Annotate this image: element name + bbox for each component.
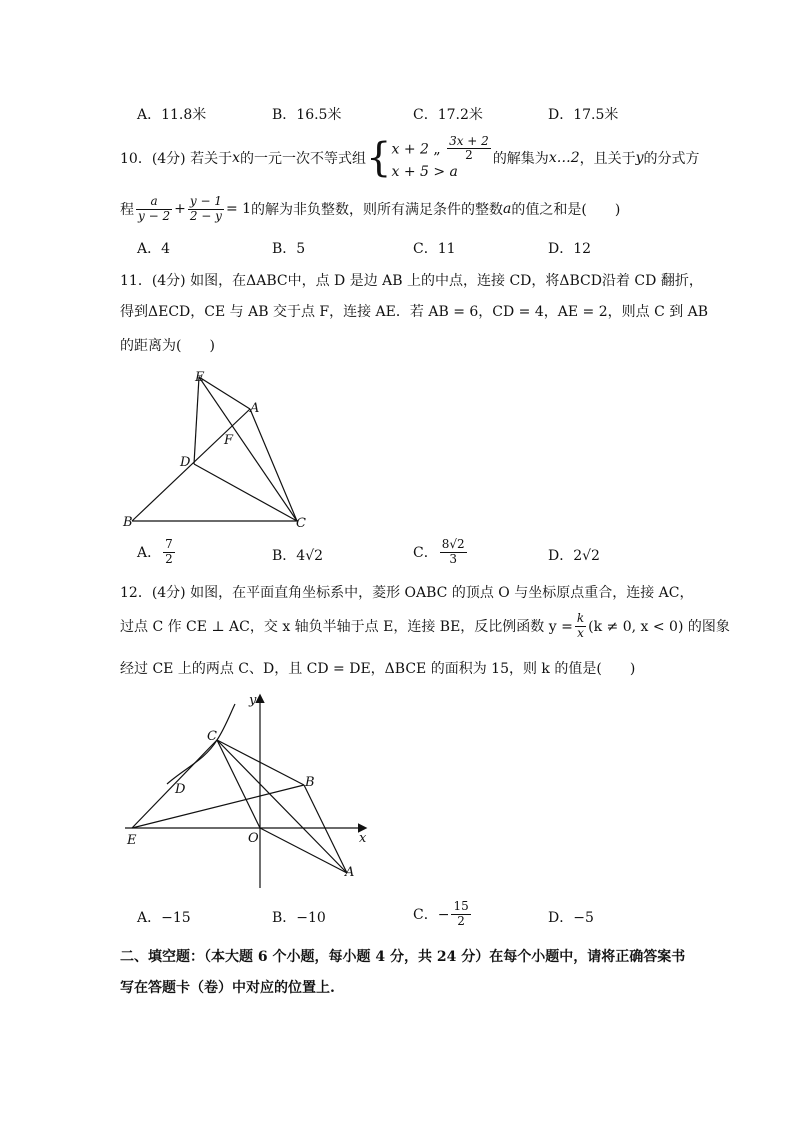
q10-system — [391, 135, 492, 182]
q11-option-b: B．4√2 — [272, 548, 324, 564]
q12-option-c-frac — [451, 900, 470, 929]
q10-suffix1: 的分式方 — [643, 151, 700, 167]
q10-frac2-num: y − 1 — [189, 193, 222, 208]
q10-prefix: 10．(4分) 若关于 — [120, 151, 233, 167]
section2-heading-line1: 二、填空题：（本大题 6 个小题，每小题 4 分，共 24 分）在每个小题中，请将正确答案书 — [120, 949, 686, 965]
q10-option-c: C．11 — [413, 241, 456, 257]
q10-mid1: 的一元一次不等式组 — [240, 151, 367, 167]
q10-ineq1-num: 3x + 2 — [449, 133, 489, 148]
q10-mid3: ，且关于 — [579, 151, 636, 167]
q11-seg-ba — [132, 409, 250, 521]
q10-eq: = 1 — [225, 201, 252, 217]
q11-line1: 11．(4分) 如图，在ΔABC中，点 D 是边 AB 上的中点，连接 CD，将ΔBCD沿着 CD 翻折， — [120, 273, 703, 289]
q11-label-b: B — [123, 515, 133, 530]
q12-k-frac — [575, 612, 586, 641]
q10-frac1 — [136, 195, 172, 224]
q10-ineq1-rel: „ — [433, 140, 441, 157]
q12-option-c-num: 15 — [453, 899, 469, 913]
q10-var-x: x — [232, 150, 241, 166]
q11-option-a — [137, 538, 177, 567]
q10-solution: x…2 — [548, 150, 580, 166]
q12-option-c-label: C．− — [413, 907, 450, 924]
q12-seg-oc — [217, 740, 260, 828]
q11-option-a-label: A． — [137, 545, 162, 562]
q11-seg-dc — [194, 464, 297, 521]
q9-option-d: D．17.5米 — [548, 107, 619, 123]
q12-k-den: x — [577, 625, 584, 640]
q10-line1 — [120, 128, 700, 188]
q11-option-c-num: 8√2 — [441, 537, 465, 551]
q12-k-num: k — [576, 610, 585, 625]
q10-var-a: a — [503, 201, 512, 217]
q10-ineq1-left: x + 2 — [391, 140, 429, 157]
q10-ineq2: x + 5 > a — [391, 164, 458, 181]
q11-option-d: D．2√2 — [548, 548, 600, 564]
q11-seg-ec — [199, 377, 297, 521]
section2-heading-line2: 写在答题卡（卷）中对应的位置上. — [120, 980, 335, 996]
q12-option-a: A．−15 — [137, 910, 191, 926]
q11-seg-ed — [194, 377, 199, 464]
q11-triangle-figure — [110, 360, 330, 540]
q11-label-c: C — [296, 516, 306, 531]
q11-seg-ac — [250, 409, 297, 521]
q11-option-c — [413, 538, 469, 567]
q10-option-a: A．4 — [137, 241, 171, 257]
q11-option-a-frac — [163, 538, 175, 567]
q11-option-a-num: 7 — [165, 537, 173, 551]
q12-option-d: D．−5 — [548, 910, 594, 926]
q12-option-b: B．−10 — [272, 910, 326, 926]
q10-ineq1-den: 2 — [465, 148, 473, 163]
q12-seg-ca — [217, 740, 347, 873]
q12-label-y: y — [249, 693, 257, 708]
q10-mid2: 的解集为 — [492, 151, 549, 167]
q11-option-c-label: C． — [413, 545, 438, 562]
q10-line2 — [120, 190, 620, 228]
q10-ineq1 — [391, 135, 492, 164]
q12-seg-ba — [304, 785, 347, 873]
q12-line3: 经过 CE 上的两点 C、D，且 CD = DE，ΔBCE 的面积为 15，则 k 的值是( ) — [120, 661, 636, 677]
q11-label-d: D — [180, 455, 191, 470]
q11-label-f: F — [224, 433, 234, 448]
q11-option-c-den: 3 — [449, 551, 457, 566]
q11-label-e: E — [195, 370, 205, 385]
q12-label-c: C — [207, 729, 217, 744]
q9-option-c: C．17.2米 — [413, 107, 483, 123]
q10-frac1-num: a — [136, 195, 172, 210]
q12-line1: 12．(4分) 如图，在平面直角坐标系中，菱形 OABC 的顶点 O 与坐标原点重合，连接 AC， — [120, 585, 694, 601]
q11-line3: 的距离为( ) — [120, 338, 215, 354]
q12-label-a: A — [345, 865, 355, 880]
q12-coordinate-figure — [115, 690, 380, 890]
q11-option-c-frac — [440, 538, 467, 567]
q10-ineq1-frac — [447, 135, 491, 164]
q11-label-a: A — [250, 401, 260, 416]
q11-line2: 得到ΔECD，CE 与 AB 交于点 F，连接 AE．若 AB = 6，CD = 4，AE = 2，则点 C 到 AB — [120, 304, 709, 320]
q12-label-d: D — [175, 782, 186, 797]
q10-frac2 — [188, 195, 224, 224]
q12-line2-a: 过点 C 作 CE ⊥ AC，交 x 轴负半轴于点 E，连接 BE，反比例函数 y = — [120, 619, 573, 635]
q12-option-c — [413, 900, 473, 929]
q10-option-d: D．12 — [548, 241, 592, 257]
q10-plus: + — [174, 201, 186, 217]
q12-line2-b: (k ≠ 0, x < 0) 的图象 — [588, 619, 730, 635]
q12-label-e: E — [127, 833, 137, 848]
q10-line2-suffix2: 的值之和是( ) — [511, 202, 621, 218]
q10-system-brace: { — [366, 135, 392, 181]
q12-line2 — [120, 606, 730, 646]
q10-frac2-den: 2 − y — [189, 208, 222, 223]
q10-line2-suffix1: 的解为非负整数，则所有满足条件的整数 — [251, 202, 504, 218]
q11-seg-ea — [199, 377, 250, 409]
q12-option-c-den: 2 — [457, 913, 465, 928]
q12-seg-ao — [260, 828, 347, 873]
q10-frac1-den: y − 2 — [138, 208, 171, 223]
q10-var-y: y — [635, 150, 644, 166]
q12-label-x: x — [359, 831, 367, 846]
q11-option-a-den: 2 — [165, 551, 173, 566]
q12-seg-eb — [132, 785, 304, 828]
q9-option-a: A．11.8米 — [137, 107, 207, 123]
q10-line2-prefix: 程 — [120, 202, 134, 218]
q10-option-b: B．5 — [272, 241, 306, 257]
q9-option-b: B．16.5米 — [272, 107, 342, 123]
q12-label-b: B — [305, 775, 315, 790]
q12-label-o: O — [248, 831, 259, 846]
